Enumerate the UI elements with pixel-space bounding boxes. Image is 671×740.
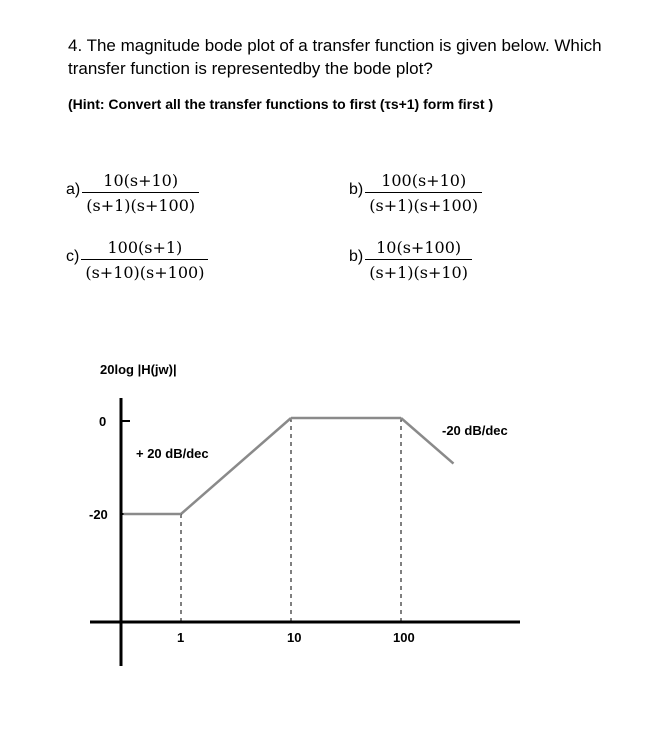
option-d-numerator: 10(s+100) bbox=[376, 238, 462, 257]
option-a-numerator: 10(s+10) bbox=[103, 171, 179, 190]
magnitude-curve bbox=[123, 418, 453, 514]
option-d-denominator: (s+1)(s+10) bbox=[365, 259, 472, 282]
y-tick-label-minus20: -20 bbox=[89, 507, 108, 522]
slope-annotation-up: + 20 dB/dec bbox=[136, 446, 209, 461]
y-axis-label: 20log |H(jw)| bbox=[100, 362, 177, 377]
option-b-label: b) bbox=[349, 181, 364, 198]
slope-annotation-down: -20 dB/dec bbox=[442, 423, 508, 438]
hint-text: (Hint: Convert all the transfer functions to first (τs+1) form first ) bbox=[68, 96, 494, 112]
x-tick-label-10: 10 bbox=[287, 630, 302, 645]
option-a-label: a) bbox=[66, 181, 81, 198]
y-tick-label-0: 0 bbox=[99, 414, 107, 429]
x-tick-label-1: 1 bbox=[177, 630, 185, 645]
option-b-numerator: 100(s+10) bbox=[381, 171, 467, 190]
x-tick-label-100: 100 bbox=[393, 630, 415, 645]
option-b-denominator: (s+1)(s+100) bbox=[365, 192, 482, 215]
option-c-label: c) bbox=[66, 248, 80, 265]
option-a-denominator: (s+1)(s+100) bbox=[82, 192, 199, 215]
option-c-numerator: 100(s+1) bbox=[107, 238, 183, 257]
curve-segment-2 bbox=[181, 418, 291, 514]
question-text: 4. The magnitude bode plot of a transfer function is given below. Which transfer function is representedby the bode plot? bbox=[68, 36, 602, 78]
option-d-label: b) bbox=[349, 248, 364, 265]
option-c-denominator: (s+10)(s+100) bbox=[81, 259, 208, 282]
